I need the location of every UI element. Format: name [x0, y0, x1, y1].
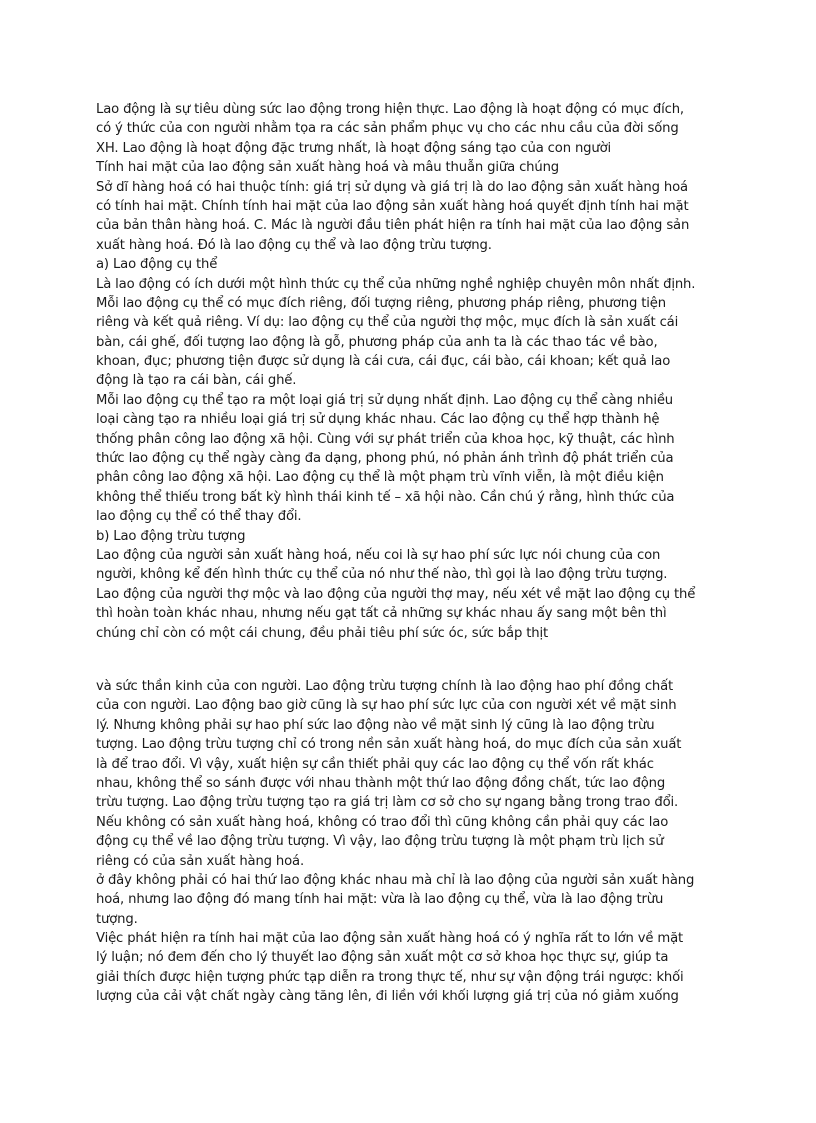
text-line: lý. Nhưng không phải sự hao phí sức lao động nào về mặt sinh lý cũng là lao động trừu	[96, 717, 655, 733]
text-block-2	[96, 677, 736, 1007]
text-line: nhau, không thể so sánh được với nhau thành một thứ lao động đồng chất, tức lao động	[96, 775, 666, 791]
text-line: Là lao động có ích dưới một hình thức cụ thể của những nghề nghiệp chuyên môn nhất định.	[96, 276, 696, 292]
text-line: lượng của cải vật chất ngày càng tăng lên, đi liền với khối lượng giá trị của nó giảm xuống	[96, 989, 679, 1005]
text-line: Lao động của người thợ mộc và lao động của người thợ may, nếu xét về mặt lao động cụ thể	[96, 586, 696, 602]
text-line: Sở dĩ hàng hoá có hai thuộc tính: giá trị sử dụng và giá trị là do lao động sản xuất hàng hoá	[96, 179, 688, 195]
text-line: khoan, đục; phương tiện được sử dụng là cái cưa, cái đục, cái bào, cái khoan; kết quả lao	[96, 354, 671, 370]
text-line: Lao động của người sản xuất hàng hoá, nếu coi là sự hao phí sức lực nói chung của con	[96, 547, 661, 563]
text-line: loại càng tạo ra nhiều loại giá trị sử dụng khác nhau. Các lao động cụ thể hợp thành hệ	[96, 412, 660, 428]
text-line: Nếu không có sản xuất hàng hoá, không có trao đổi thì cũng không cần phải quy các lao	[96, 814, 669, 830]
text-line: có ý thức của con người nhằm tọa ra các sản phẩm phục vụ cho các nhu cầu của đời sống	[96, 121, 679, 137]
text-line: hoá, nhưng lao động đó mang tính hai mặt: vừa là lao động cụ thể, vừa là lao động trừu	[96, 892, 664, 908]
text-line: Mỗi lao động cụ thể có mục đích riêng, đối tượng riêng, phương pháp riêng, phương tiện	[96, 295, 666, 311]
text-line: lý luận; nó đem đến cho lý thuyết lao động sản xuất một cơ sở khoa học thực sự, giúp ta	[96, 950, 669, 966]
text-line: giải thích được hiện tượng phức tạp diễn ra trong thực tế, như sự vận động trái ngược: khối	[96, 969, 684, 985]
text-line: xuất hàng hoá. Đó là lao động cụ thể và lao động trừu tượng.	[96, 237, 492, 253]
text-line: người, không kể đến hình thức cụ thể của nó như thế nào, thì gọi là lao động trừu tượng.	[96, 567, 668, 583]
text-line: chúng chỉ còn có một cái chung, đều phải tiêu phí sức óc, sức bắp thịt	[96, 625, 548, 641]
text-line: tượng. Lao động trừu tượng chỉ có trong nền sản xuất hàng hoá, do mục đích của sản xuất	[96, 737, 682, 753]
text-line: a) Lao động cụ thể	[96, 257, 218, 273]
text-line: bàn, cái ghế, đối tượng lao động là gỗ, phương pháp của anh ta là các thao tác về bào,	[96, 334, 658, 350]
text-line: riêng và kết quả riêng. Ví dụ: lao động cụ thể của người thợ mộc, mục đích là sản xuất cái	[96, 315, 679, 331]
text-line: riêng có của sản xuất hàng hoá.	[96, 853, 305, 869]
text-line: ở đây không phải có hai thứ lao động khác nhau mà chỉ là lao động của người sản xuất hàng	[96, 872, 695, 888]
text-line: thức lao động cụ thể ngày càng đa dạng, phong phú, nó phản ánh trình độ phát triển của	[96, 451, 674, 467]
text-line: tượng.	[96, 911, 138, 927]
text-line: có tính hai mặt. Chính tính hai mặt của lao động sản xuất hàng hoá quyết định tính hai mặt	[96, 198, 689, 214]
text-line: Tính hai mặt của lao động sản xuất hàng hoá và mâu thuẫn giữa chúng	[96, 160, 560, 176]
text-line: b) Lao động trừu tượng	[96, 528, 246, 544]
text-line: trừu tượng. Lao động trừu tượng tạo ra giá trị làm cơ sở cho sự ngang bằng trong trao đổi.	[96, 795, 679, 811]
text-line: thì hoàn toàn khác nhau, nhưng nếu gạt tất cả những sự khác nhau ấy sang một bên thì	[96, 606, 667, 622]
text-block-1	[96, 100, 736, 643]
text-line: Mỗi lao động cụ thể tạo ra một loại giá trị sử dụng nhất định. Lao động cụ thể càng nhiều	[96, 392, 674, 408]
text-line: phân công lao động xã hội. Lao động cụ thể là một phạm trù vĩnh viễn, là một điều kiện	[96, 470, 664, 486]
text-line: và sức thần kinh của con người. Lao động trừu tượng chính là lao động hao phí đồng chất	[96, 679, 674, 694]
text-line: không thể thiếu trong bất kỳ hình thái kinh tế – xã hội nào. Cần chú ý rằng, hình thức của	[96, 489, 675, 505]
text-line: động cụ thể về lao động trừu tượng. Vì vậy, lao động trừu tượng là một phạm trù lịch sử	[96, 834, 664, 850]
text-line: XH. Lao động là hoạt động đặc trưng nhất, là hoạt động sáng tạo của con người	[96, 140, 612, 156]
text-line: là để trao đổi. Vì vậy, xuất hiện sự cần thiết phải quy các lao động cụ thể vốn rất khác	[96, 756, 654, 772]
text-line: của con người. Lao động bao giờ cũng là sự hao phí sức lực của con người xét về mặt sinh	[96, 698, 677, 714]
text-line: lao động cụ thể có thể thay đổi.	[96, 509, 302, 525]
text-line: của bản thân hàng hoá. C. Mác là người đầu tiên phát hiện ra tính hai mặt của lao động sản	[96, 218, 690, 234]
text-line: động là tạo ra cái bàn, cái ghế.	[96, 373, 297, 389]
text-line: Lao động là sự tiêu dùng sức lao động trong hiện thực. Lao động là hoạt động có mục đích,	[96, 102, 684, 117]
text-line: thống phân công lao động xã hội. Cùng với sự phát triển của khoa học, kỹ thuật, các hình	[96, 431, 675, 447]
text-line: Việc phát hiện ra tính hai mặt của lao động sản xuất hàng hoá có ý nghĩa rất to lớn về mặt	[96, 931, 684, 947]
